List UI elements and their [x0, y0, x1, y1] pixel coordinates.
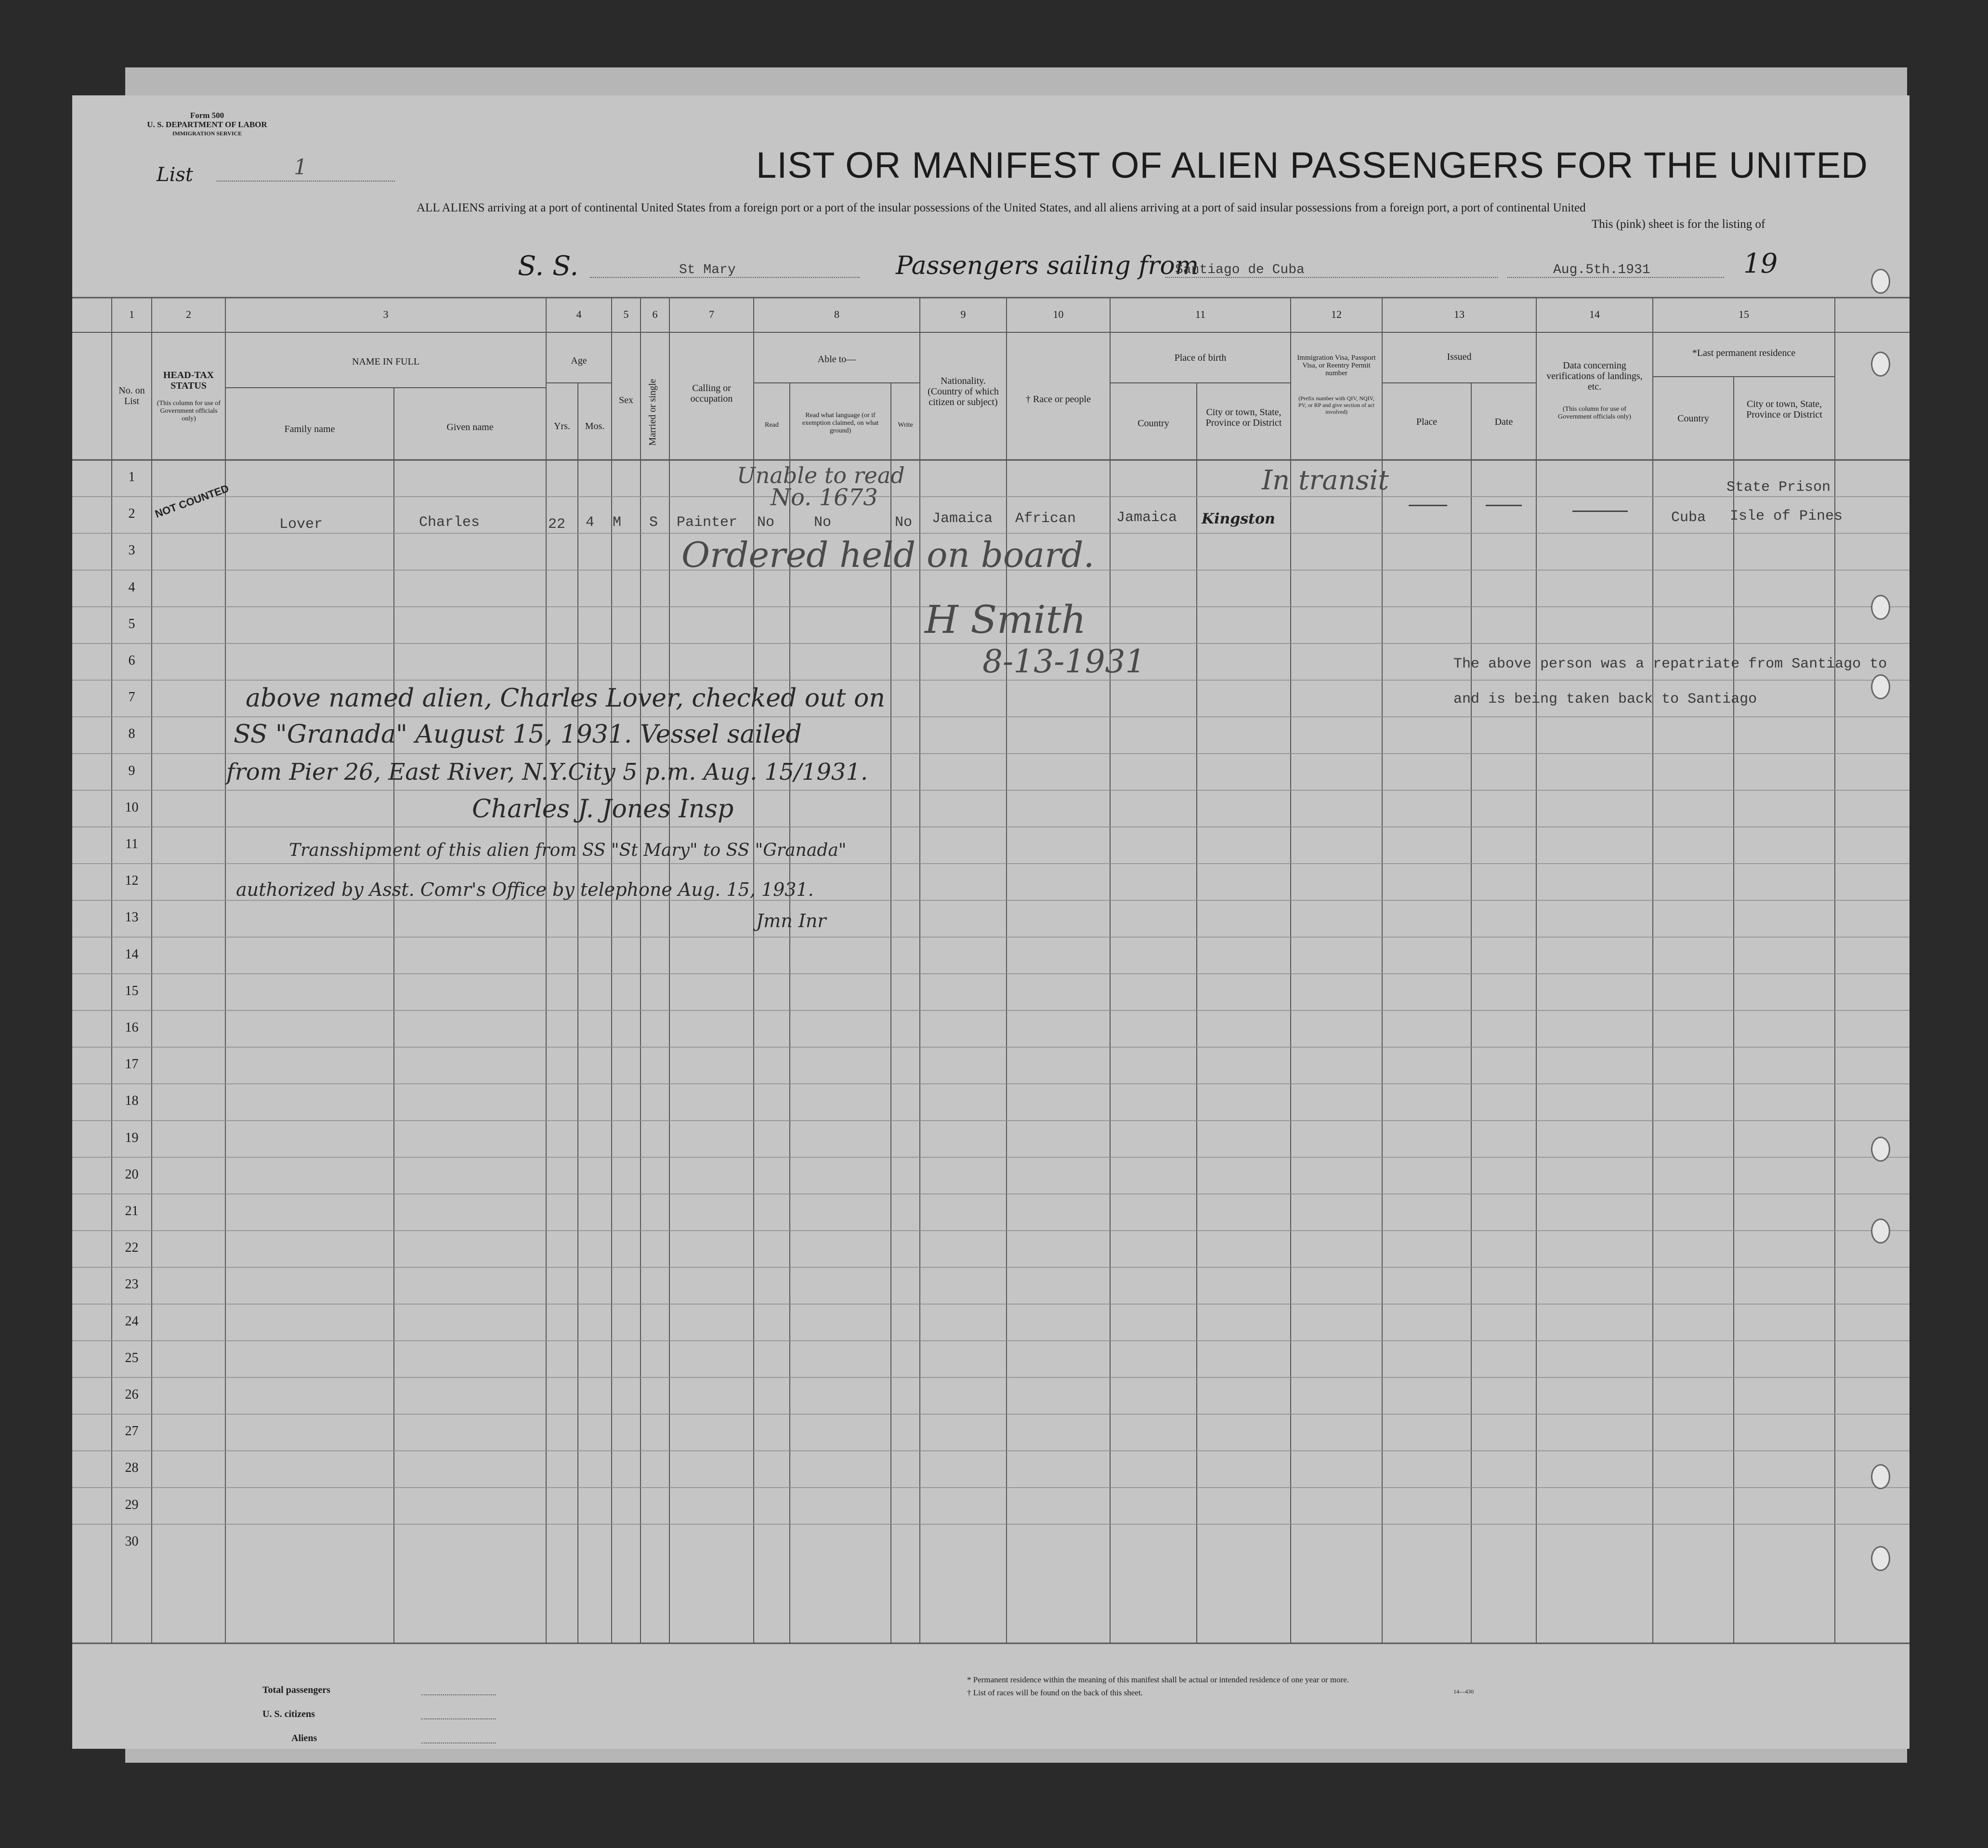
- hand-line-6: authorized by Asst. Comr's Office by telephone Aug. 15, 1931.: [236, 879, 814, 900]
- sailing-from: Santiago de Cuba: [1175, 262, 1305, 277]
- annotation-smith-date: 8-13-1931: [982, 643, 1146, 680]
- annotation-in-transit: In transit: [1262, 465, 1389, 496]
- read-language-cell: No: [814, 514, 832, 531]
- column-number: 3: [383, 308, 389, 320]
- row-number: 19: [125, 1130, 139, 1145]
- list-label: List: [157, 164, 193, 186]
- row-number: 25: [125, 1350, 139, 1365]
- header-read-what: Read what language (or if exemption claimed, on what ground): [802, 412, 879, 434]
- row-number: 21: [125, 1204, 139, 1219]
- header-name-in-full: NAME IN FULL: [352, 356, 419, 367]
- header-city: City or town, State, Province or District: [1205, 407, 1282, 428]
- header-visa: Immigration Visa, Passport Visa, or Reentry Permit number: [1297, 354, 1376, 377]
- punch-hole: [1871, 674, 1890, 699]
- punch-hole: [1871, 595, 1890, 620]
- annotation-number: No. 1673: [771, 484, 878, 511]
- service-name: IMMIGRATION SERVICE: [172, 130, 242, 137]
- row-number: 26: [125, 1387, 139, 1402]
- age-mos-cell: 4: [586, 514, 595, 531]
- header-place-of-birth: Place of birth: [1174, 353, 1227, 363]
- family-name-cell: Lover: [279, 516, 323, 533]
- row-number: 8: [128, 726, 135, 742]
- subtitle-line-2: This (pink) sheet is for the listing of: [1592, 218, 1766, 231]
- dash-data: [1572, 511, 1628, 512]
- not-counted-stamp: NOT COUNTED: [153, 482, 231, 520]
- column-number: 8: [834, 308, 839, 320]
- header-data-note: (This column for use of Government officials only): [1557, 406, 1632, 420]
- column-number: 14: [1589, 308, 1600, 320]
- header-head-tax: HEAD-TAX STATUS: [163, 370, 214, 391]
- dash-place: [1409, 505, 1447, 506]
- sex-cell: M: [613, 514, 622, 531]
- row-number: 10: [125, 799, 139, 815]
- column-number: 2: [186, 308, 191, 320]
- header-age: Age: [571, 355, 587, 366]
- punch-hole: [1871, 269, 1890, 294]
- row-number: 2: [128, 506, 135, 522]
- row-number: 14: [125, 946, 139, 962]
- subtitle-line-1: ALL ALIENS arriving at a port of continental United States from a foreign port or a port of the insular possessions of the United States, and all aliens arriving at a port of said insular possessions from a foreign port, a port of continental United: [417, 201, 1586, 214]
- form-header: [144, 111, 270, 138]
- ship-name: St Mary: [679, 262, 736, 277]
- header-data-concerning: Data concerning verifications of landings, etc.: [1546, 360, 1643, 392]
- punch-hole: [1871, 1464, 1890, 1489]
- footer-total-passengers: Total passengers: [262, 1685, 330, 1695]
- row-number: 28: [125, 1460, 139, 1476]
- footer-note-1: * Permanent residence within the meaning of this manifest shall be actual or intended residence of one year or more.: [967, 1675, 1349, 1684]
- footer-note-2: † List of races will be found on the back of this sheet.: [967, 1688, 1143, 1697]
- footer-code: 14—430: [1453, 1688, 1474, 1695]
- hand-line-3: from Pier 26, East River, N.Y.City 5 p.m. Aug. 15/1931.: [226, 759, 868, 786]
- header-country: Country: [1138, 418, 1169, 429]
- column-number: 11: [1195, 308, 1206, 320]
- race-cell: African: [1015, 511, 1076, 527]
- year-prefix: 19: [1743, 248, 1778, 279]
- row-number: 12: [125, 873, 139, 889]
- header-married: Married or single: [647, 379, 658, 446]
- row-number: 20: [125, 1166, 139, 1182]
- row-number: 24: [125, 1313, 139, 1329]
- column-number: 6: [652, 308, 658, 320]
- header-visa-note: (Prefix number with QIV, NQIV, PV, or RP and give section of act involved): [1298, 395, 1374, 415]
- list-value: 1: [294, 155, 307, 180]
- annotation-unable-to-read: Unable to read: [737, 462, 905, 488]
- header-res-country: Country: [1677, 413, 1709, 424]
- annotation-ordered-held: Ordered held on board.: [681, 535, 1095, 575]
- header-race: † Race or people: [1026, 394, 1091, 405]
- header-date: Date: [1494, 417, 1513, 427]
- row-number: 18: [125, 1093, 139, 1109]
- footer-us-citizens: U. S. citizens: [262, 1709, 315, 1719]
- column-number: 13: [1454, 308, 1465, 320]
- row-number: 22: [125, 1240, 139, 1256]
- row-number: 6: [128, 653, 135, 668]
- column-number: 4: [576, 308, 582, 320]
- column-number: 12: [1331, 308, 1342, 320]
- header-place: Place: [1416, 417, 1438, 427]
- footer-aliens: Aliens: [291, 1733, 317, 1743]
- occupation-cell: Painter: [677, 514, 738, 531]
- column-number: 10: [1053, 308, 1064, 320]
- sailing-label: Passengers sailing from: [896, 251, 1199, 280]
- column-number: 1: [129, 308, 134, 320]
- row-number: 17: [125, 1057, 139, 1072]
- header-last-residence: *Last permanent residence: [1692, 348, 1796, 358]
- hand-line-5: Transshipment of this alien from SS "St Mary" to SS "Granada": [289, 840, 847, 860]
- given-name-cell: Charles: [419, 514, 480, 531]
- header-nationality: Nationality. (Country of which citizen or subject): [928, 376, 999, 407]
- header-yrs: Yrs.: [554, 421, 570, 432]
- residence-city-line-1: State Prison: [1726, 479, 1831, 496]
- footer-citizens-line: [421, 1718, 496, 1719]
- column-number: 5: [623, 308, 629, 320]
- row-number: 5: [128, 616, 135, 631]
- write-cell: No: [895, 514, 913, 531]
- row-number: 11: [125, 837, 138, 852]
- column-number: 9: [960, 308, 966, 320]
- department-name: U. S. DEPARTMENT OF LABOR: [147, 120, 267, 129]
- row-number: 13: [125, 910, 139, 925]
- row-number: 9: [128, 763, 135, 778]
- column-number: 7: [709, 308, 714, 320]
- punch-hole: [1871, 1219, 1890, 1244]
- header-family-name: Family name: [284, 424, 335, 434]
- row-number: 29: [125, 1497, 139, 1512]
- footer-total-line: [421, 1694, 496, 1695]
- nationality-cell: Jamaica: [932, 511, 993, 527]
- row-number: 16: [125, 1020, 139, 1035]
- row-number: 7: [128, 690, 135, 705]
- read-cell: No: [757, 514, 775, 531]
- hand-line-1: above named alien, Charles Lover, checked out on: [246, 684, 885, 713]
- row-number: 23: [125, 1277, 139, 1292]
- punch-hole: [1871, 1546, 1890, 1571]
- header-res-city: City or town, State, Province or District: [1746, 399, 1822, 420]
- typed-note-line-1: The above person was a repatriate from Santiago to: [1453, 656, 1887, 672]
- birth-city-cell: Kingston: [1202, 511, 1275, 527]
- row-number: 4: [128, 579, 135, 595]
- hand-line-2: SS "Granada" August 15, 1931. Vessel sailed: [234, 720, 802, 749]
- sailing-date: Aug.5th.1931: [1553, 262, 1650, 277]
- ss-label: S. S.: [518, 250, 579, 282]
- page-title: LIST OR MANIFEST OF ALIEN PASSENGERS FOR THE UNITED: [756, 145, 1868, 186]
- row-number: 3: [128, 543, 135, 558]
- row-number: 1: [128, 470, 135, 485]
- annotation-smith-signature: H Smith: [925, 597, 1086, 642]
- hand-line-7: Jmn Inr: [756, 910, 826, 931]
- dash-date: [1486, 505, 1522, 506]
- form-number: Form 500: [190, 111, 224, 120]
- list-underline: [217, 181, 395, 182]
- header-no-on-list: No. on List: [118, 385, 145, 406]
- hand-line-4: Charles J. Jones Insp: [472, 795, 734, 824]
- married-cell: S: [649, 514, 658, 531]
- header-read: Read: [765, 421, 779, 429]
- birth-country-cell: Jamaica: [1116, 510, 1177, 526]
- column-number: 15: [1739, 308, 1749, 320]
- header-head-tax-note: (This column for use of Government officials only): [157, 400, 221, 422]
- residence-city-line-2: Isle of Pines: [1730, 508, 1843, 524]
- header-issued: Issued: [1447, 352, 1472, 362]
- row-number: 27: [125, 1424, 139, 1439]
- header-able-to: Able to—: [817, 354, 856, 365]
- row-number: 30: [125, 1533, 139, 1549]
- residence-country-cell: Cuba: [1671, 510, 1706, 526]
- punch-hole: [1871, 1137, 1890, 1162]
- header-sex: Sex: [619, 395, 633, 406]
- header-calling: Calling or occupation: [690, 383, 733, 404]
- header-write: Write: [898, 421, 913, 429]
- header-given-name: Given name: [446, 422, 494, 433]
- row-number: 15: [125, 983, 139, 998]
- punch-hole: [1871, 352, 1890, 377]
- header-mos: Mos.: [585, 421, 605, 432]
- age-yrs-cell: 22: [548, 516, 566, 533]
- typed-note-line-2: and is being taken back to Santiago: [1453, 691, 1757, 708]
